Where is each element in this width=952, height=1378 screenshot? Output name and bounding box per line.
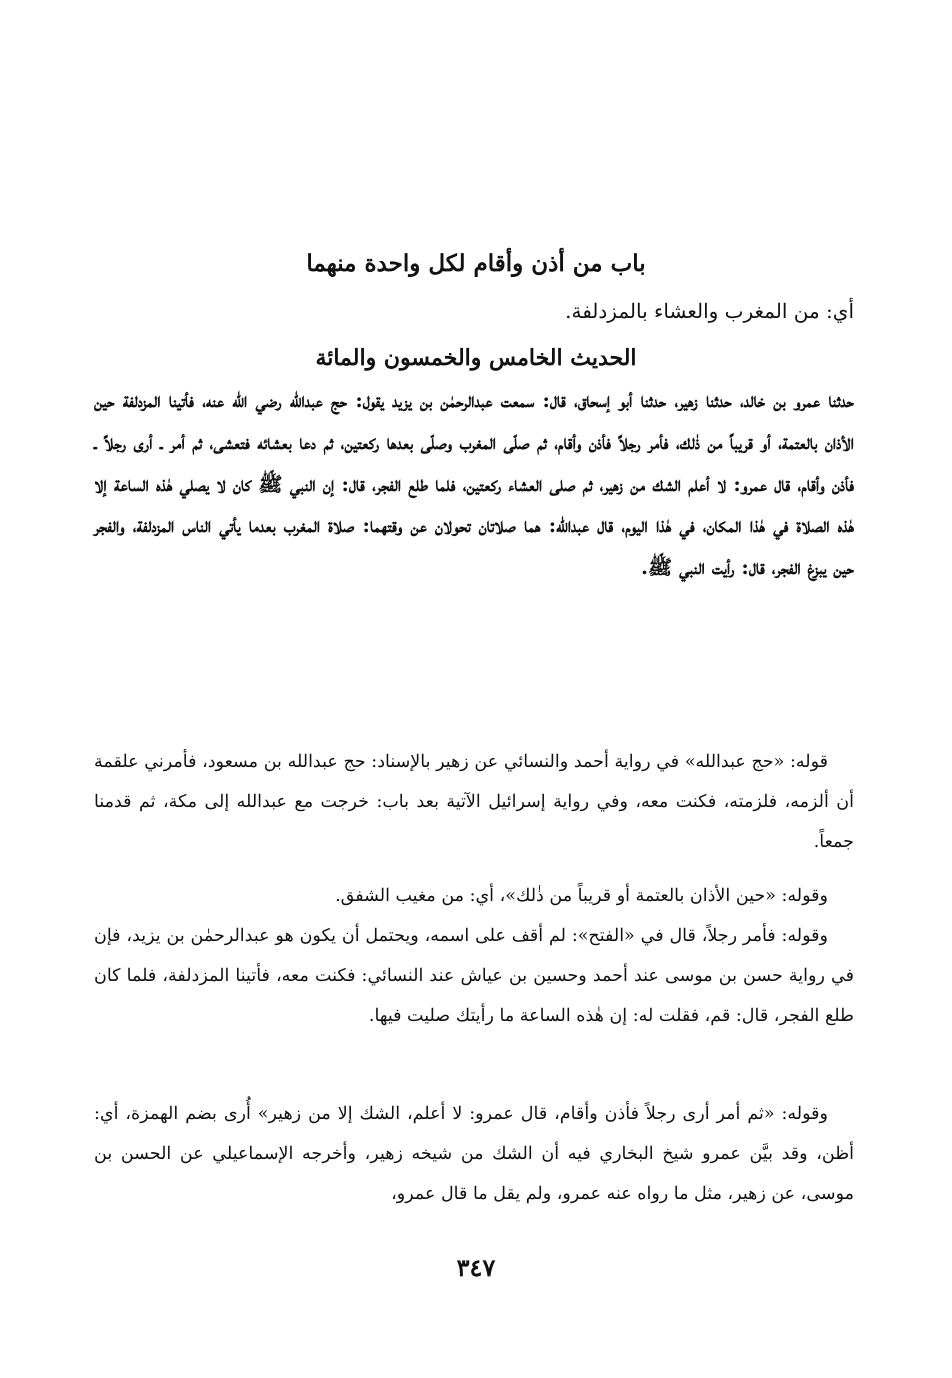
section-heading: الحديث الخامس والخمسون والمائة — [315, 345, 637, 371]
page-number: ٣٤٧ — [456, 1253, 496, 1282]
chapter-title: باب من أذن وأقام لكل واحدة منهما — [306, 250, 646, 277]
commentary-paragraph-3: وقوله: فأمر رجلاً، قال في «الفتح»: لم أقف على اسمه، ويحتمل أن يكون هو عبدالرحمٰن بن يزيد، فإن في رواية حسن بن موسى عند أحمد وحسين بن عياش عند النسائي: فكنت معه، فأتينا المزدلفة، فلما كان طلع الفجر، قال: قم، فقلت له: إن هٰذه الساعة ما رأيتك صليت فيها. — [94, 926, 854, 1026]
commentary-paragraph-4: وقوله: «ثم أمر أرى رجلاً فأذن وأقام، قال عمرو: لا أعلم، الشك إلا من زهير» أُرى بضم الهمزة، أي: أظن، وقد بيَّن عمرو شيخ البخاري فيه أن الشك من شيخه زهير، وأخرجه الإسماعيلي عن الحسن بن موسى، عن زهير، مثل ما رواه عنه عمرو، ولم يقل ما قال عمرو، — [94, 1104, 854, 1204]
commentary-paragraph-2: وقوله: «حين الأذان بالعتمة أو قريباً من ذٰلك»، أي: من مغيب الشفق. — [335, 886, 828, 906]
commentary-paragraph-1: قوله: «حج عبدالله» في رواية أحمد والنسائي عن زهير بالإسناد: حج عبدالله بن مسعود، فأمرني علقمة أن ألزمه، فلزمته، فكنت معه، وفي رواية إسرائيل الآتية بعد باب: خرجت مع عبدالله إلى مكة، ثم قدمنا جمعاً. — [94, 752, 854, 852]
chapter-subtitle: أي: من المغرب والعشاء بالمزدلفة. — [565, 299, 854, 323]
hadith-text: حدثنا عمرو بن خالد، حدثنا زهير، حدثنا أبو إسحاق، قال: سمعت عبدالرحمٰن بن يزيد يقول: حج عبدالله رضي الله عنه، فأتينا المزدلفة حين الأذان بالعتمة، أو قريباً من ذٰلك، فأمر رجلاً فأذن وأقام، ثم صلّى المغرب وصلّى بعدها ركعتين، ثم دعا بعشائه فتعشى، ثم أمر ـ أرى رجلاً ـ فأذن وأقام، قال عمرو: لا أعلم الشك من زهير، ثم صلى العشاء ركعتين، فلما طلع الفجر، قال: إن النبي ﷺ كان لا يصلي هٰذه الساعة إلا هٰذه الصلاة في هٰذا المكان، في هٰذا اليوم، قال عبدالله: هما صلاتان تحولان عن وقتهما: صلاة المغرب بعدما يأتي الناس المزدلفة، والفجر حين يبزغ الفجر، قال: رأيت النبي ﷺ. — [94, 388, 854, 580]
